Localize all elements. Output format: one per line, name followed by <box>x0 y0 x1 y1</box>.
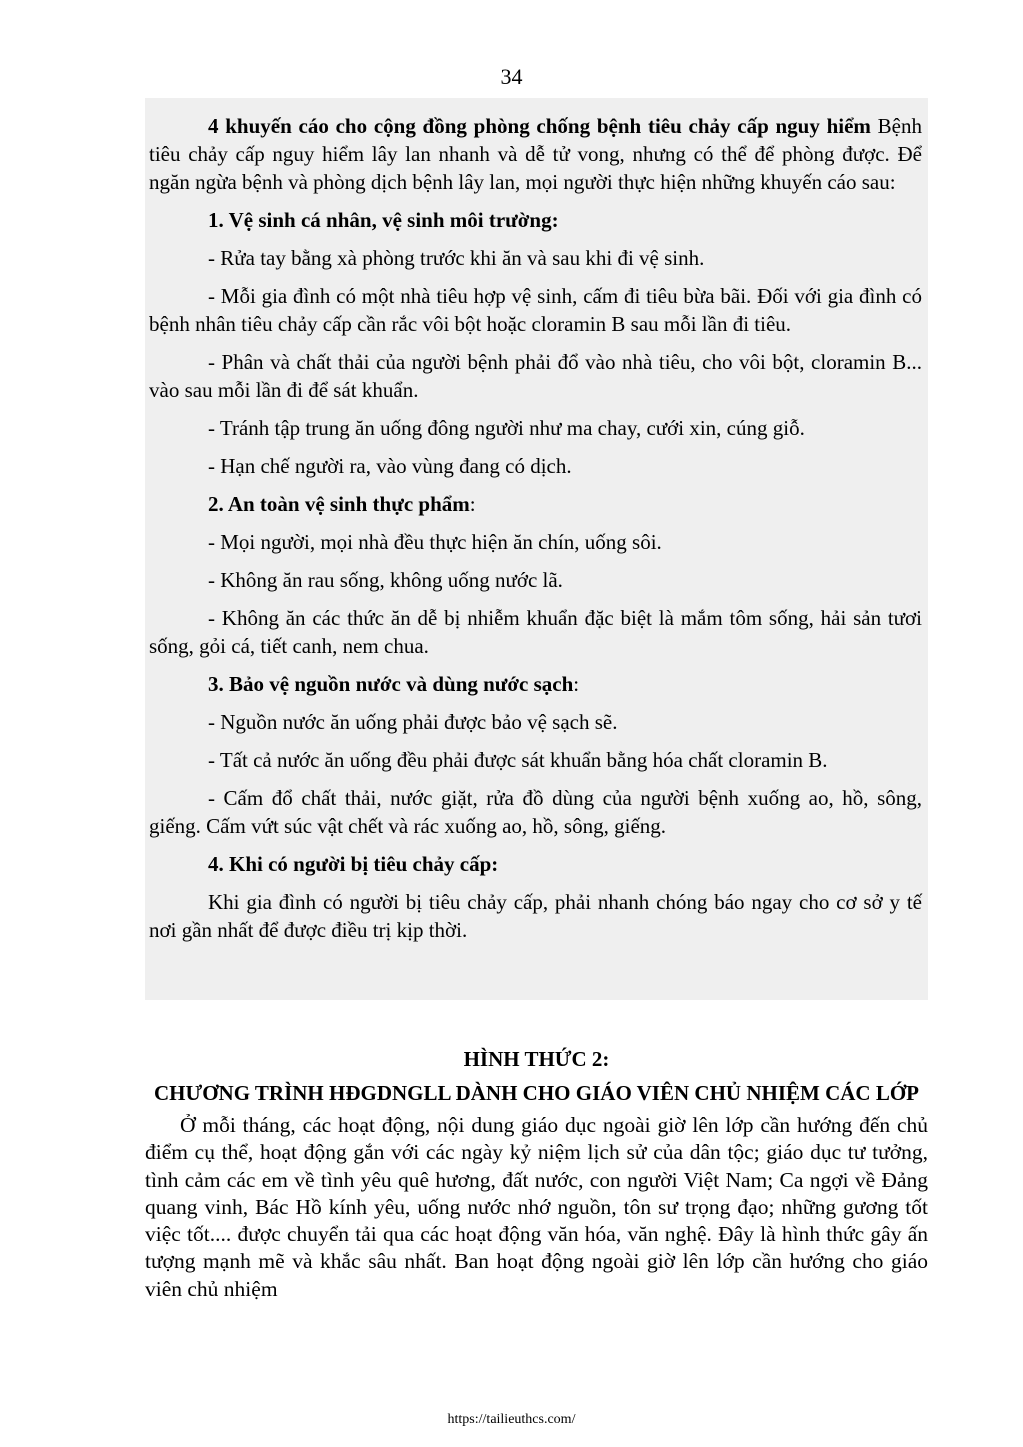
footer-url: https://tailieuthcs.com/ <box>447 1412 576 1427</box>
page-number: 34 <box>500 64 523 89</box>
section-3-item: - Tất cả nước ăn uống đều phải được sát khuẩn bằng hóa chất cloramin B. <box>208 748 828 772</box>
section-4-heading: 4. Khi có người bị tiêu chảy cấp: <box>208 852 499 876</box>
section-2-heading-line <box>149 490 922 518</box>
section-paragraph: Ở mỗi tháng, các hoạt động, nội dung giáo dục ngoài giờ lên lớp cần hướng đến chủ điểm cụ thể, hoạt động gắn với các ngày kỷ niệm lịch sử của dân tộc; giáo dục tư tưởng, tình cảm các em về tình yêu quê hương, đất nước, con người Việt Nam; Ca ngợi về Đảng quang vinh, Bác Hồ kính yêu, uống nước nhớ nguồn, tôn sư trọng đạo; những gương tốt việc tốt.... được chuyển tải qua các hoạt động văn hóa, văn nghệ. Đây là hình thức gây ấn tượng mạnh mẽ và khắc sâu nhất. Ban hoạt động ngoài giờ lên lớp cần hướng cho giáo viên chủ nhiệm <box>145 1113 928 1301</box>
section-1-item: - Phân và chất thải của người bệnh phải đổ vào nhà tiêu, cho vôi bột, cloramin B... vào sau mỗi lần đi để sát khuẩn. <box>149 350 922 402</box>
section-subtitle: CHƯƠNG TRÌNH HĐGDNGLL DÀNH CHO GIÁO VIÊN CHỦ NHIỆM CÁC LỚP <box>153 1081 919 1105</box>
section-3-colon: : <box>573 672 580 696</box>
section-1-item: - Tránh tập trung ăn uống đông người như ma chay, cưới xin, cúng giỗ. <box>208 416 805 440</box>
section-2-item: - Mọi người, mọi nhà đều thực hiện ăn chín, uống sôi. <box>208 530 662 554</box>
section-title: HÌNH THỨC 2: <box>463 1047 610 1071</box>
section-2-heading: 2. An toàn vệ sinh thực phẩm <box>208 492 470 516</box>
recommendation-box <box>145 98 928 1000</box>
section-3-item: - Nguồn nước ăn uống phải được bảo vệ sạch sẽ. <box>208 710 618 734</box>
section-1-heading: 1. Vệ sinh cá nhân, vệ sinh môi trường: <box>208 208 559 232</box>
section-3-item: - Cấm đổ chất thải, nước giặt, rửa đồ dùng của người bệnh xuống ao, hồ, sông, giếng. Cấm vứt súc vật chết và rác xuống ao, hồ, sông, giếng. <box>149 786 922 838</box>
section-1-item: - Hạn chế người ra, vào vùng đang có dịch. <box>208 454 572 478</box>
section-1-item: - Mỗi gia đình có một nhà tiêu hợp vệ sinh, cấm đi tiêu bừa bãi. Đối với gia đình có bệnh nhân tiêu chảy cấp cần rắc vôi bột hoặc cloramin B sau mỗi lần đi tiêu. <box>149 284 922 336</box>
form-2-section <box>145 1046 928 1303</box>
intro-paragraph <box>149 112 922 196</box>
section-2-item: - Không ăn rau sống, không uống nước lã. <box>208 568 563 592</box>
intro-text: Bệnh tiêu chảy cấp nguy hiểm lây lan nhanh và dễ tử vong, nhưng có thể để phòng được. Để ngăn ngừa bệnh và phòng dịch bệnh lây lan, mọi người thực hiện những khuyến cáo sau: <box>149 114 923 194</box>
section-2-colon: : <box>469 492 476 516</box>
section-3-heading-line <box>149 670 922 698</box>
section-1-item: - Rửa tay bằng xà phòng trước khi ăn và sau khi đi vệ sinh. <box>208 246 705 270</box>
intro-heading: 4 khuyến cáo cho cộng đồng phòng chống bệnh tiêu chảy cấp nguy hiểm <box>208 114 871 138</box>
section-4-text: Khi gia đình có người bị tiêu chảy cấp, phải nhanh chóng báo ngay cho cơ sở y tế nơi gần nhất để được điều trị kịp thời. <box>149 890 922 942</box>
section-2-item: - Không ăn các thức ăn dễ bị nhiễm khuẩn đặc biệt là mắm tôm sống, hải sản tươi sống, gỏi cá, tiết canh, nem chua. <box>149 606 922 658</box>
section-3-heading: 3. Bảo vệ nguồn nước và dùng nước sạch <box>208 672 574 696</box>
